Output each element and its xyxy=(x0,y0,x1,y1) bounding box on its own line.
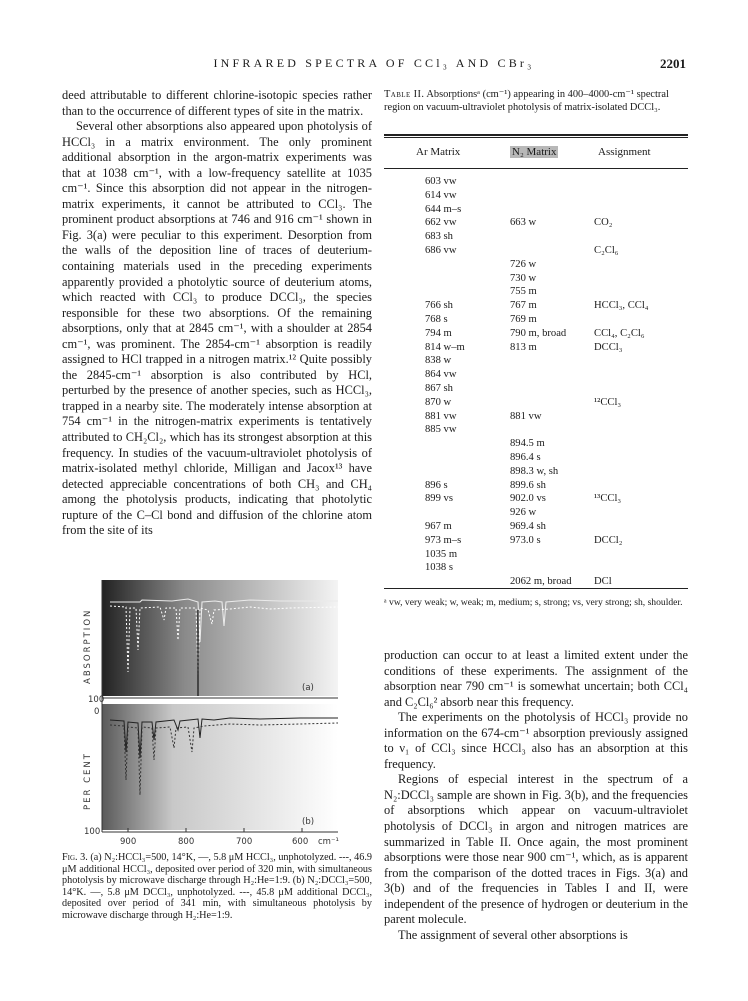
table-row xyxy=(384,259,688,273)
cell-n2-matrix: 813 m xyxy=(510,341,537,353)
cell-ar-matrix: 1038 s xyxy=(425,562,453,574)
table-row xyxy=(384,355,688,369)
table-row xyxy=(384,549,688,563)
panel-a-label: (a) xyxy=(302,683,314,693)
cell-n2-matrix: 894.5 m xyxy=(510,438,545,450)
cell-ar-matrix: 967 m xyxy=(425,521,452,532)
figure-caption xyxy=(62,852,372,922)
table-bottom-rule xyxy=(384,588,688,589)
table-row xyxy=(384,190,688,204)
table-top-rule-thin xyxy=(384,137,688,138)
table-row xyxy=(384,493,688,507)
running-head: INFRARED SPECTRA OF CCl₃ AND CBr₃ xyxy=(213,56,535,70)
figure-3 xyxy=(80,580,350,850)
x-axis-unit: cm⁻¹ xyxy=(318,837,339,847)
right-column xyxy=(384,648,688,943)
table-label: Table II. xyxy=(384,89,425,100)
cell-assignment: ¹²CCl₃ xyxy=(594,396,622,408)
cell-ar-matrix: 899 vs xyxy=(425,493,453,505)
cell-ar-matrix: 973 m–s xyxy=(425,534,462,546)
cell-n2-matrix: 663 w xyxy=(510,217,537,229)
cell-ar-matrix: 870 w xyxy=(425,396,452,408)
cell-assignment: DCCl₃ xyxy=(594,341,623,353)
left-paragraph-1: deed attributable to different chlorine-isotopic species rather than to the occurrence of different types of site in the matrix. xyxy=(62,88,372,118)
cell-ar-matrix: 885 vw xyxy=(425,424,457,436)
cell-assignment: ¹³CCl₃ xyxy=(594,493,622,505)
table-row xyxy=(384,466,688,480)
y-axis-label-top: ABSORPTION xyxy=(83,608,93,684)
table-header-rule xyxy=(384,168,688,169)
cell-ar-matrix: 794 m xyxy=(425,327,452,339)
table-row xyxy=(384,273,688,287)
cell-ar-matrix: 1035 m xyxy=(425,548,458,560)
x-tick-900: 900 xyxy=(120,837,137,847)
table-row xyxy=(384,424,688,438)
right-paragraph-1: production can occur to at least a limited extent under the conditions of these experiments. The assignment of the absorption near 790 cm⁻¹ is somewhat uncertain; both CCl₄ and C₂Cl₆² absorb near this frequency. xyxy=(384,648,688,709)
page-number: 2201 xyxy=(660,56,686,71)
cell-ar-matrix: 881 vw xyxy=(425,410,457,422)
cell-ar-matrix: 644 m–s xyxy=(425,203,462,215)
cell-n2-matrix: 898.3 w, sh xyxy=(510,465,559,477)
figure-caption-text: (a) N₂:HCCl₃=500, 14°K, —, 5.8 μM HCCl₃, unphotolyzed. ---, 46.9 μM additional HCCl₃, deposited over period of 320 min, with simultaneous photolysis by microwave discharge through H₂:He=1:9. (b) N₂:DCCl₃=500, 14°K. —, 5.8 μM DCCl₃, unphotolyzed. ---, 45.8 μM additional DCCl₃, deposited over period of 341 min, with simultaneous photolysis by microwave discharge through H₂:He=1:9. xyxy=(62,852,372,921)
y-tick-100-bottom: 100 xyxy=(84,827,101,837)
cell-n2-matrix: 973.0 s xyxy=(510,534,541,546)
cell-n2-matrix: 899.6 sh xyxy=(510,479,546,491)
cell-assignment: CO₂ xyxy=(594,217,613,229)
table-row xyxy=(384,521,688,535)
table-row xyxy=(384,383,688,397)
cell-ar-matrix: 768 s xyxy=(425,314,448,325)
cell-ar-matrix: 864 vw xyxy=(425,369,457,381)
header-assignment: Assignment xyxy=(598,146,651,158)
figure-label: Fig. 3. xyxy=(62,852,88,863)
cell-ar-matrix: 838 w xyxy=(425,355,452,367)
y-tick-100-top: 100 xyxy=(88,695,105,705)
cell-ar-matrix: 867 sh xyxy=(425,383,453,394)
y-tick-0: 0 xyxy=(94,707,100,717)
panel-b-label: (b) xyxy=(302,817,315,827)
cell-n2-matrix: 730 w xyxy=(510,272,537,284)
table-row xyxy=(384,300,688,314)
cell-n2-matrix: 969.4 sh xyxy=(510,521,546,532)
table-row xyxy=(384,411,688,425)
cell-assignment: C₂Cl₆ xyxy=(594,245,619,256)
cell-assignment: DCl xyxy=(594,576,612,588)
right-paragraph-3: Regions of especial interest in the spectrum of a N₂:DCCl₃ sample are shown in Fig. 3(b), and the frequencies of absorptions which appear on vacuum-ultraviolet photolysis of DCCl₃ in argon and nitrogen matrices are summarized in Table II. Once again, the most prominent absorptions were those near 900 cm⁻¹, which, as is apparent from the comparison of the dotted traces in Figs. 3(a) and 3(b) and of the frequencies in Tables I and II, were independent of the presence of hydrogen or deuterium in the parent molecule. xyxy=(384,772,688,927)
table-row xyxy=(384,245,688,259)
table-caption xyxy=(384,88,688,114)
table-footnote: ᵃ vw, very weak; w, weak; m, medium; s, strong; vs, very strong; sh, shoulder. xyxy=(384,597,683,608)
cell-ar-matrix: 614 vw xyxy=(425,189,457,201)
cell-n2-matrix: 767 m xyxy=(510,300,537,312)
cell-ar-matrix: 683 sh xyxy=(425,231,453,243)
table-row xyxy=(384,452,688,466)
right-paragraph-4: The assignment of several other absorptions is xyxy=(398,927,628,942)
page-header xyxy=(0,56,748,76)
table-row xyxy=(384,176,688,190)
table-row xyxy=(384,562,688,576)
right-paragraph-2: The experiments on the photolysis of HCCl₃ provide no information on the 674-cm⁻¹ absorption previously assigned to ν₁ of CCl₃ since HCCl₃ also has an absorption at this frequency. xyxy=(384,710,688,771)
cell-assignment: DCCl₂ xyxy=(594,534,623,546)
cell-ar-matrix: 814 w–m xyxy=(425,341,465,353)
table-row xyxy=(384,231,688,245)
x-tick-600: 600 xyxy=(292,837,309,847)
cell-n2-matrix: 790 m, broad xyxy=(510,327,567,339)
cell-n2-matrix: 2062 m, broad xyxy=(510,576,572,588)
table-caption-text: Absorptionsᵃ (cm⁻¹) appearing in 400–4000-cm⁻¹ spectral region on vacuum-ultraviolet photolysis of matrix-isolated DCCl₃. xyxy=(384,89,669,113)
table-row xyxy=(384,342,688,356)
cell-n2-matrix: 902.0 vs xyxy=(510,493,546,505)
x-tick-700: 700 xyxy=(236,837,253,847)
y-axis-label-bottom: PER CENT xyxy=(83,752,93,810)
cell-assignment: HCCl₃, CCl₄ xyxy=(594,300,649,312)
table-row xyxy=(384,286,688,300)
table-row xyxy=(384,535,688,549)
table-row xyxy=(384,328,688,342)
cell-ar-matrix: 686 vw xyxy=(425,245,457,256)
cell-n2-matrix: 755 m xyxy=(510,286,537,298)
header-ar-matrix: Ar Matrix xyxy=(416,146,461,158)
cell-n2-matrix: 726 w xyxy=(510,258,537,270)
x-tick-800: 800 xyxy=(178,837,195,847)
cell-n2-matrix: 926 w xyxy=(510,507,537,519)
cell-ar-matrix: 896 s xyxy=(425,479,448,491)
table-row xyxy=(384,480,688,494)
table-row xyxy=(384,397,688,411)
header-n2-matrix: N₂ Matrix xyxy=(512,146,557,158)
spectrum-plot xyxy=(80,580,350,850)
left-column xyxy=(62,88,372,539)
cell-assignment: CCl₄, C₂Cl₆ xyxy=(594,327,645,339)
cell-ar-matrix: 662 vw xyxy=(425,217,457,229)
table-row xyxy=(384,204,688,218)
table-top-rule xyxy=(384,134,688,136)
cell-n2-matrix: 881 vw xyxy=(510,410,542,422)
cell-ar-matrix: 766 sh xyxy=(425,300,453,312)
cell-ar-matrix: 603 vw xyxy=(425,176,457,187)
table-row xyxy=(384,507,688,521)
table-row xyxy=(384,217,688,231)
table-row xyxy=(384,369,688,383)
table-row xyxy=(384,314,688,328)
cell-n2-matrix: 896.4 s xyxy=(510,452,541,463)
left-paragraph-2: Several other absorptions also appeared upon photolysis of HCCl₃ in a matrix environment. The only prominent additional absorption in the argon-matrix experiments was that at 1038 cm⁻¹, with a low-frequency satellite at 1035 cm⁻¹. Since this absorption did not appear in the nitrogen-matrix experiments, it cannot be attributed to CCl₃. The prominent product absorptions at 746 and 916 cm⁻¹ shown in Fig. 3(a) were peculiar to this experiment. Desorption from the walls of the deposition line of traces of deuterium-containing materials used in the preceding experiments apparently provided a photolytic source of deuterium atoms, which reacted with CCl₃ to produce DCCl₃, the species responsible for these two absorptions. Of the remaining absorptions, only that at 2845 cm⁻¹, with a shoulder at 2854 cm⁻¹, was prominent. The 2854-cm⁻¹ absorption is readily assigned to HCl trapped in a nitrogen matrix.¹² Quite possibly the 2845-cm⁻¹ absorption is also contributed by HCl, perturbed by the presence of another species, such as HCCl₃, trapped in a nearby site. The moderately intense absorption at 754 cm⁻¹ in the nitrogen-matrix experiments is tentatively attributed to CH₂Cl₂, which has its strongest absorption at this frequency. In studies of the vacuum-ultraviolet photolysis of matrix-isolated methyl chloride, Milligan and Jacox¹³ have detected appreciable concentrations of both CH₃ and CH₄ among the photolysis products, indicating that photolytic rupture of the C–Cl bond and diffusion of the chlorine atom from the site of its xyxy=(62,119,372,538)
cell-n2-matrix: 769 m xyxy=(510,314,537,325)
table-row xyxy=(384,438,688,452)
